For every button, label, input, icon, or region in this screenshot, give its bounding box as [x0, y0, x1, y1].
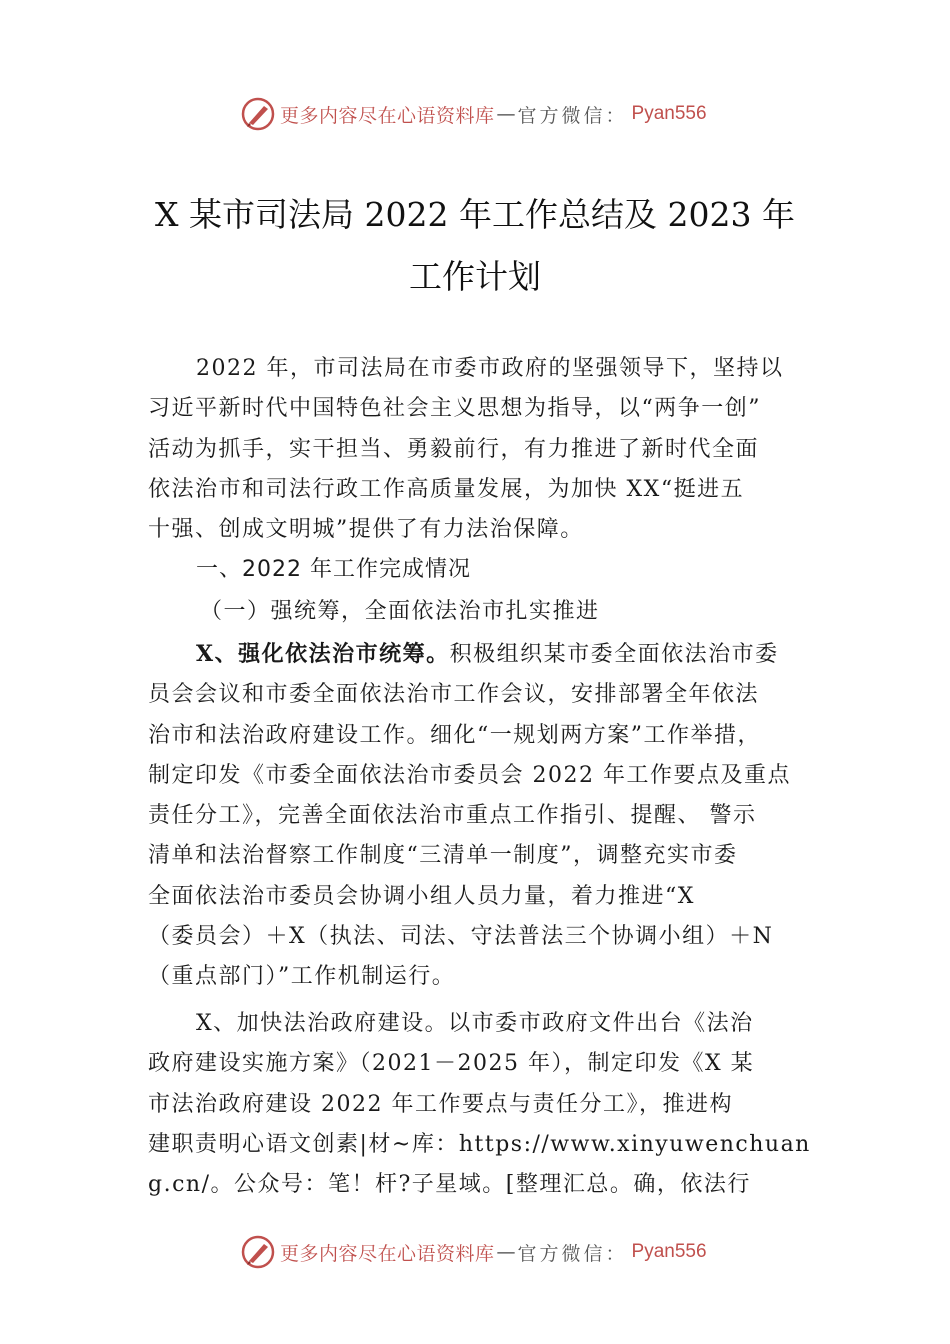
subsection-heading-1 [148, 592, 808, 632]
watermark-wechat-label: 官方微信： [517, 104, 628, 127]
text-line: 习近平新时代中国特色社会主义思想为指导，以“两争一创” [148, 396, 761, 422]
watermark-main-text: 更多内容尽在心语资料库 [280, 1242, 495, 1265]
text-line: 十强、创成文明城”提供了有力法治保障。 [148, 517, 584, 543]
text-line: 活动为抓手，实干担当、勇毅前行，有力推进了新时代全面 [148, 436, 760, 462]
watermark-dash: — [496, 1241, 516, 1263]
text-line: （委员会）＋X（执法、司法、守法普法三个协调小组）＋N [148, 924, 774, 950]
text-line: 全面依法治市委员会协调小组人员力量，着力推进“X [148, 883, 695, 909]
text-line: 2022 年，市司法局在市委市政府的坚强领导下，坚持以 [196, 356, 784, 381]
pen-logo-icon [240, 96, 276, 132]
text-line: g.cn/。公众号：笔！杆?子星域。[整理汇总。确，依法行 [148, 1172, 751, 1198]
text-line: 依法治市和司法行政工作高质量发展，为加快 XX“挺进五 [148, 476, 745, 502]
text-line: 员会会议和市委全面依法治市工作会议，安排部署全年依法 [148, 682, 760, 708]
paragraph-lead-bold: X、强化依法治市统筹。 [196, 641, 450, 667]
paragraph-law-based-government [148, 1004, 811, 1205]
title-line-2: 工作计划 [409, 257, 541, 296]
watermark-wechat-id: Pyan556 [631, 1241, 707, 1262]
watermark-wechat-id: Pyan556 [631, 103, 707, 124]
watermark-main-text: 更多内容尽在心语资料库 [280, 104, 495, 127]
watermark-header [240, 94, 760, 134]
subsection-heading-text: （一）强统筹，全面依法治市扎实推进 [200, 599, 600, 624]
text-line: （重点部门）”工作机制运行。 [148, 964, 456, 990]
section-heading-text: 一、2022 年工作完成情况 [196, 557, 471, 582]
text-line: 清单和法治督察工作制度“三清单一制度”，调整充实市委 [148, 843, 738, 869]
text-line [148, 634, 808, 675]
watermark-dash: — [496, 103, 516, 125]
paragraph-rule-of-law-coordination [148, 634, 808, 998]
title-line-1: X 某市司法局 2022 年工作总结及 2023 年 [155, 195, 795, 234]
document-title [100, 184, 850, 308]
text-line: 制定印发《市委全面依法治市委员会 2022 年工作要点及重点 [148, 762, 791, 788]
text-line: 建职责明心语文创素|材~库：https://www.xinyuwenchuan [148, 1131, 811, 1157]
text-line: 治市和法治政府建设工作。细化“一规划两方案”工作举措， [148, 722, 761, 748]
text-line: 市法治政府建设 2022 年工作要点与责任分工》，推进构 [148, 1091, 733, 1117]
watermark-footer [240, 1232, 760, 1272]
watermark-wechat-label: 官方微信： [517, 1242, 628, 1265]
text-line: X、加快法治政府建设。以市委市政府文件出台《法治 [196, 1011, 754, 1036]
text-line: 政府建设实施方案》（2021－2025 年），制定印发《X 某 [148, 1051, 755, 1077]
text-segment: 积极组织某市委全面依法治市委 [449, 642, 779, 667]
intro-paragraph [148, 349, 808, 550]
pen-logo-icon [240, 1234, 276, 1270]
section-heading-1 [148, 550, 808, 590]
text-line: 责任分工》，完善全面依法治市重点工作指引、提醒、 警示 [148, 803, 757, 829]
